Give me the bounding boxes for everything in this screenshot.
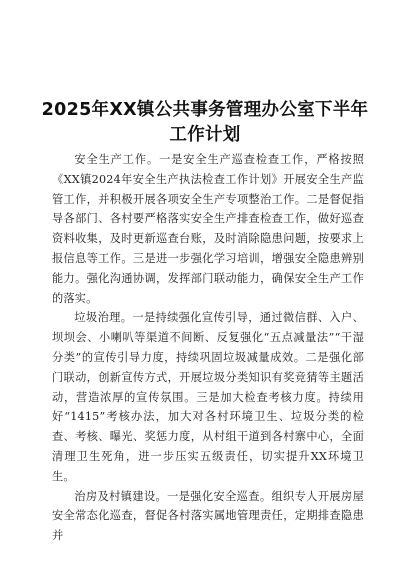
paragraph-garbage-governance: 垃圾治理。一是持续强化宣传引导，通过微信群、入户、坝坝会、小喇叭等渠道不间断、反复强化“五点减量法”“干湿分类”的宣传引导力度，持续巩固垃圾减量成效。二是强化部门联动，创新宣传方式，开展垃圾分类知识有奖竞猜等主题活动，营造浓厚的宣传氛围。三是加大检查考核力度。持续用好“1415”考核办法，加大对各村环境卫生、垃圾分类的检查、考核、曝光、奖惩力度，从村组干道到各村寨中心，全面清理卫生死角，进一步压实五级责任，切实提升XX环境卫生。 xyxy=(52,311,364,483)
paragraph-safety-production: 安全生产工作。一是安全生产巡查检查工作，严格按照《XX镇2024年安全生产执法检查工作计划》开展安全生产监管工作，并积极开展各项安全生产专项整治工作。二是督促指导各部门、各村要严格落实安全生产排查检查工作，做好巡查资料收集，及时更新巡查台账，及时消除隐患问题，按要求上报信息等工作。三是进一步强化学习培训，增强安全隐患辨别能力。强化沟通协调，发挥部门联动能力，确保安全生产工作的落实。 xyxy=(52,153,364,305)
document-body xyxy=(52,150,364,546)
paragraph-housing-village-construction: 治房及村镇建设。一是强化安全巡查。组织专人开展房屋安全常态化巡查，督促各村落实属地管理责任，定期排查隐患并 xyxy=(52,489,364,543)
document-title: 2025年XX镇公共事务管理办公室下半年工作计划 xyxy=(41,100,369,145)
